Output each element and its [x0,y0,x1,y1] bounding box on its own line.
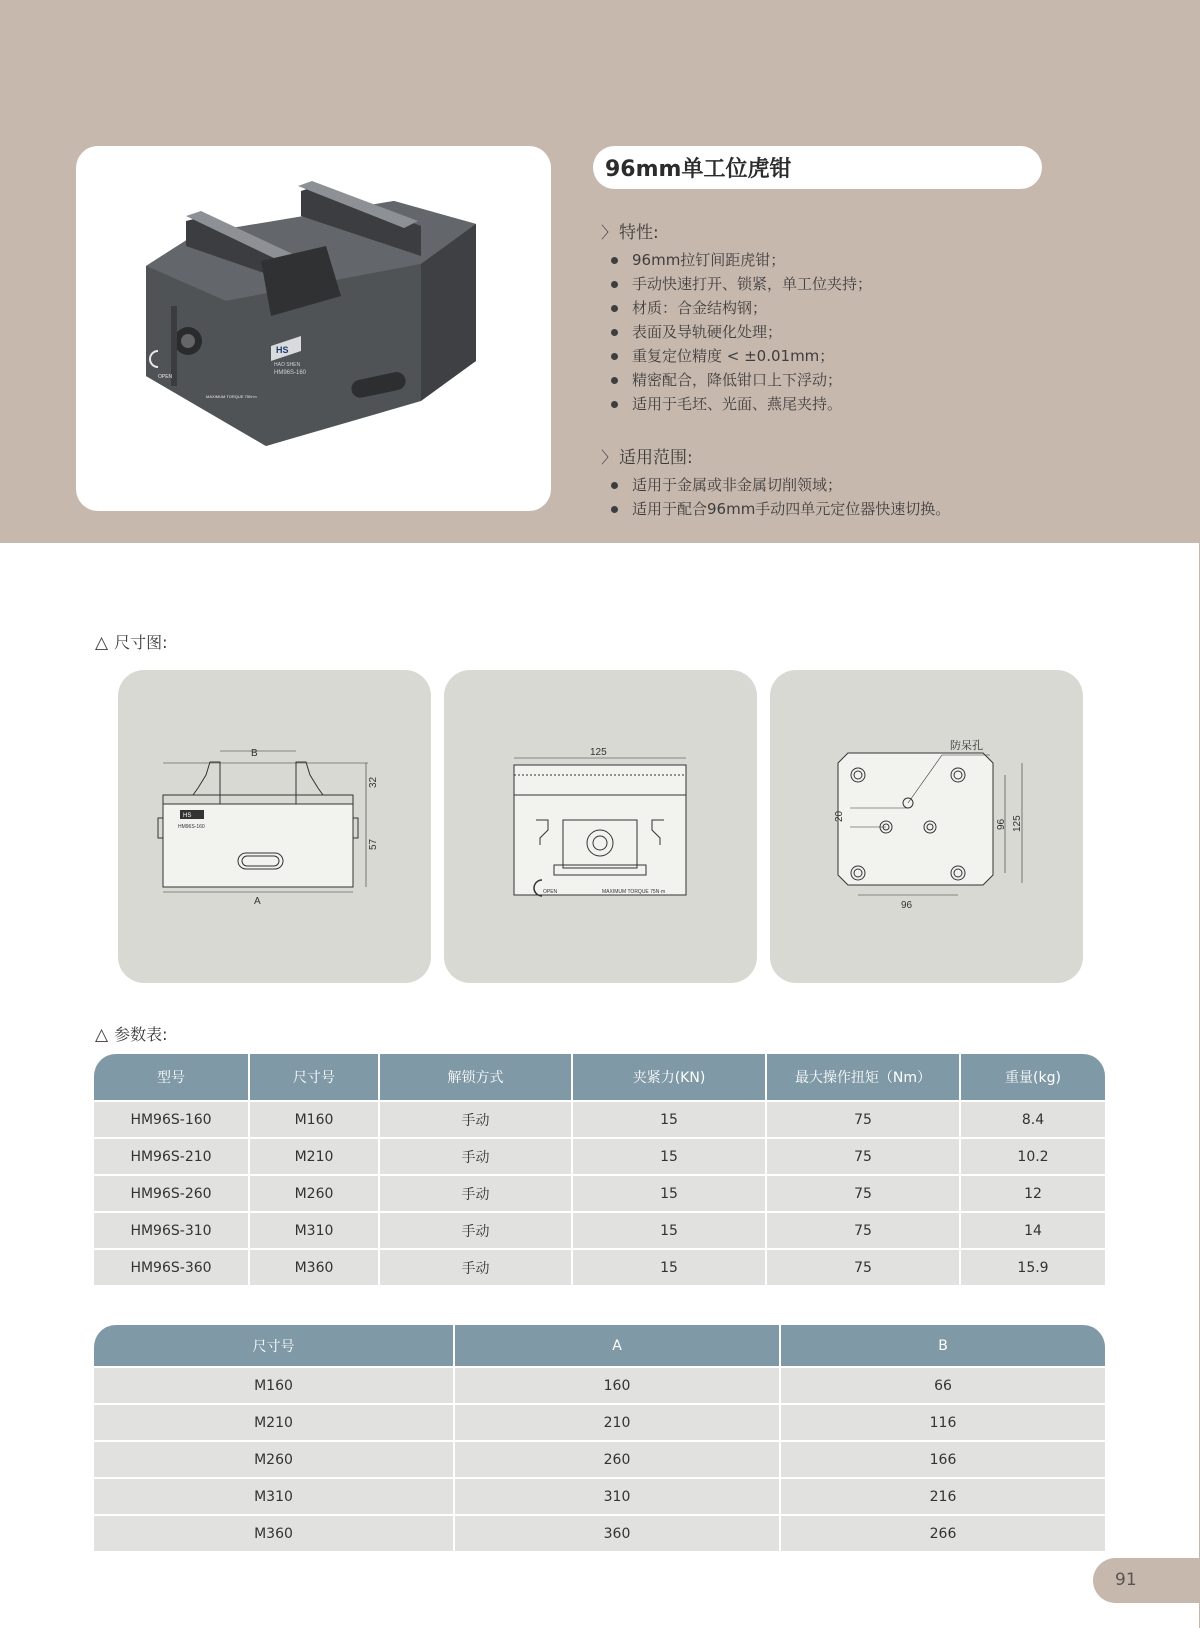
table-cell: 15 [572,1101,766,1138]
table-cell: 166 [780,1441,1105,1478]
dimension-heading [95,630,167,653]
applications-list [608,473,950,521]
product-brand-sub: HAO SHEN [274,362,301,368]
table-cell: 15 [572,1212,766,1249]
table-row [94,1404,1105,1441]
table-cell: 160 [454,1367,780,1404]
table-cell: HM96S-260 [94,1175,249,1212]
feature-item: 96mm拉钉间距虎钳； [608,248,872,272]
table-cell: 75 [766,1101,960,1138]
column-header: 尺寸号 [94,1325,454,1367]
column-header: 解锁方式 [379,1054,572,1101]
table-cell: 360 [454,1515,780,1551]
dim-57: 57 [368,838,379,850]
side-view-model: HM96S-160 [178,824,205,830]
side-view-logo: HS [183,813,192,819]
top-view-drawing [770,670,1083,983]
chevron-right-icon: 〉 [601,448,618,467]
table-cell: 手动 [379,1249,572,1285]
table-cell: 15.9 [960,1249,1105,1285]
feature-item: 表面及导轨硬化处理； [608,320,872,344]
table-cell: M160 [94,1367,454,1404]
table-cell: 8.4 [960,1101,1105,1138]
table-cell: HM96S-310 [94,1212,249,1249]
column-header: 型号 [94,1054,249,1101]
front-view-svg [444,670,757,983]
chevron-right-icon: 〉 [601,223,618,242]
column-header: 尺寸号 [249,1054,379,1101]
table-cell: 10.2 [960,1138,1105,1175]
table-cell: 手动 [379,1101,572,1138]
table-cell: M160 [249,1101,379,1138]
column-header: 重量(kg) [960,1054,1105,1101]
size-table-header-row [94,1325,1105,1367]
feature-item: 适用于毛坯、光面、燕尾夹持。 [608,392,872,416]
feature-item: 手动快速打开、锁紧，单工位夹持； [608,272,872,296]
table-row [94,1101,1105,1138]
features-heading-label: 特性: [619,223,659,243]
table-cell: M260 [249,1175,379,1212]
table-cell: HM96S-210 [94,1138,249,1175]
table-cell: M360 [94,1515,454,1551]
dim-125-top: 125 [1012,815,1023,832]
param-table-header-row [94,1054,1105,1101]
page-number: 91 [1115,1570,1137,1590]
title-pill [593,146,1042,189]
product-image-card [76,146,551,511]
table-cell: M210 [249,1138,379,1175]
table-cell: 14 [960,1212,1105,1249]
size-table [94,1325,1105,1551]
table-cell: 15 [572,1138,766,1175]
front-open-label: OPEN [543,889,558,895]
side-view-drawing [118,670,431,983]
table-cell: 12 [960,1175,1105,1212]
applications-heading-label: 适用范围: [619,448,693,468]
table-cell: 66 [780,1367,1105,1404]
dimension-heading-label: 尺寸图: [114,633,168,652]
features-heading [601,218,659,243]
table-row [94,1138,1105,1175]
dim-32: 32 [368,776,379,788]
triangle-icon: △ [95,1025,109,1045]
table-cell: HM96S-160 [94,1101,249,1138]
dim-20: 20 [834,810,845,822]
table-cell: 手动 [379,1175,572,1212]
table-cell: 15 [572,1249,766,1285]
table-row [94,1515,1105,1551]
table-cell: 260 [454,1441,780,1478]
table-cell: 75 [766,1249,960,1285]
table-cell: 116 [780,1404,1105,1441]
table-cell: 266 [780,1515,1105,1551]
table-cell: 75 [766,1138,960,1175]
table-row [94,1478,1105,1515]
table-cell: 75 [766,1212,960,1249]
product-torque-label: MAXIMUM TORQUE 75N·m [206,394,257,399]
table-cell: 15 [572,1175,766,1212]
applications-heading [601,443,693,468]
table-row [94,1367,1105,1404]
dim-125-front: 125 [590,747,607,758]
param-heading-label: 参数表: [114,1025,168,1044]
side-view-svg [118,670,431,983]
table-cell: M360 [249,1249,379,1285]
table-row [94,1441,1105,1478]
table-cell: M310 [94,1478,454,1515]
table-row [94,1249,1105,1285]
column-header: A [454,1325,780,1367]
table-cell: 75 [766,1175,960,1212]
page-title: 96mm单工位虎钳 [605,157,792,182]
feature-item: 材质：合金结构钢； [608,296,872,320]
table-cell: M310 [249,1212,379,1249]
table-cell: 310 [454,1478,780,1515]
triangle-icon: △ [95,633,109,653]
table-row [94,1212,1105,1249]
dim-b: B [251,748,258,759]
table-cell: 210 [454,1404,780,1441]
application-item: 适用于金属或非金属切削领域； [608,473,950,497]
product-logo: HS [276,345,289,355]
column-header: 夹紧力(KN) [572,1054,766,1101]
table-cell: 手动 [379,1212,572,1249]
front-torque-label: MAXIMUM TORQUE 75N·m [602,889,666,895]
application-item: 适用于配合96mm手动四单元定位器快速切换。 [608,497,950,521]
table-row [94,1175,1105,1212]
table-cell: 216 [780,1478,1105,1515]
dim-96-vertical: 96 [996,818,1007,830]
features-list [608,248,872,416]
top-view-svg [770,670,1083,983]
table-cell: HM96S-360 [94,1249,249,1285]
product-model-label: HM96S-160 [274,370,307,376]
table-cell: M260 [94,1441,454,1478]
param-heading [95,1022,167,1045]
page-number-tab [1093,1558,1200,1603]
anti-error-hole-label: 防呆孔 [950,739,983,752]
product-open-label: OPEN [158,374,173,380]
front-view-drawing [444,670,757,983]
feature-item: 重复定位精度 < ±0.01mm； [608,344,872,368]
column-header: B [780,1325,1105,1367]
param-table [94,1054,1105,1285]
dim-a: A [254,896,261,907]
table-cell: M210 [94,1404,454,1441]
table-cell: 手动 [379,1138,572,1175]
feature-item: 精密配合，降低钳口上下浮动； [608,368,872,392]
column-header: 最大操作扭矩（Nm） [766,1054,960,1101]
vise-product-illustration [76,146,551,511]
dim-96-horizontal: 96 [901,900,913,911]
